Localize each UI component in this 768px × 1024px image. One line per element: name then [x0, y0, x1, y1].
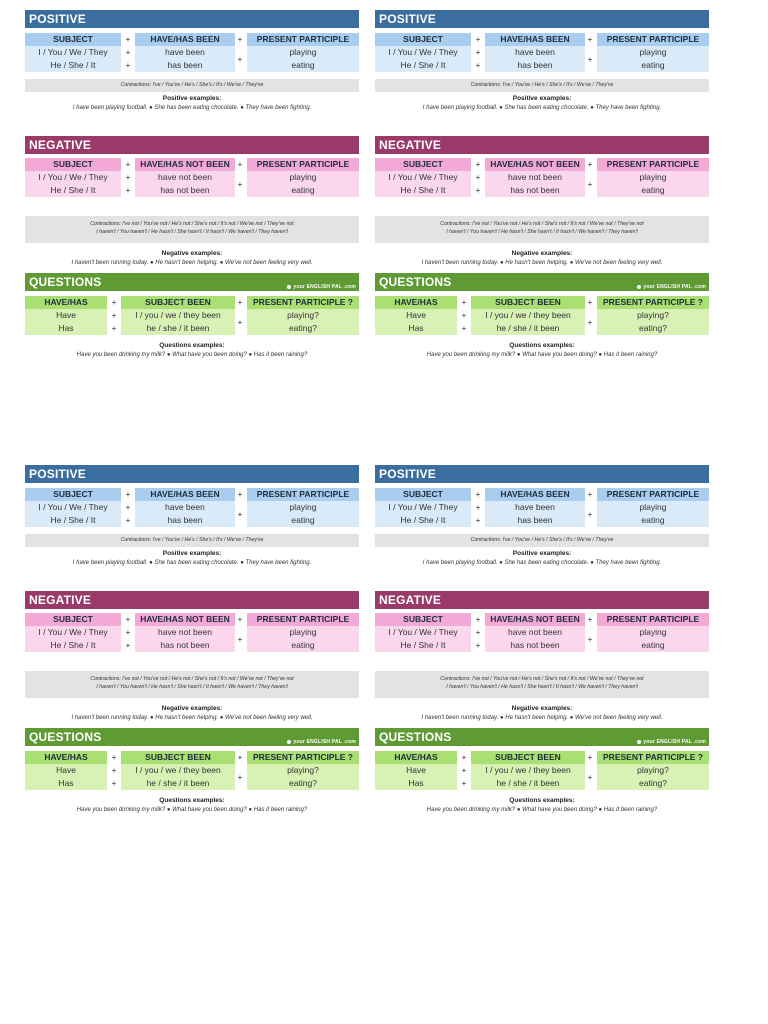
positive-header [25, 10, 359, 28]
table-cell: have been [515, 47, 555, 57]
table-cell: eating [641, 640, 665, 650]
table-cell: Have [56, 310, 76, 320]
table-cell: eating [641, 515, 665, 525]
plus-sign: + [461, 324, 467, 333]
examples-text: Have you been drinking my milk? ● What have you been doing? ● Has it been raining? [76, 807, 308, 813]
table-cell: I / you / we / they been [135, 765, 221, 775]
plus-sign: + [125, 628, 131, 637]
plus-sign: + [475, 490, 481, 499]
plus-sign: + [125, 160, 131, 169]
logo-icon [637, 740, 641, 744]
table-cell: eating? [289, 778, 317, 788]
plus-sign: + [475, 61, 481, 70]
plus-sign: + [475, 48, 481, 57]
plus-sign: + [237, 298, 243, 307]
table-cell: has not been [510, 640, 560, 650]
column-header: HAVE/HAS NOT BEEN [485, 158, 585, 171]
positive-table [25, 33, 359, 73]
negative-title: NEGATIVE [379, 138, 442, 152]
table-cell: He / She / It [50, 640, 96, 650]
table-cell: he / she / it been [146, 323, 210, 333]
contractions-note: Contractions: I've / You've / He's / She's / It's / We've / They've [375, 534, 709, 547]
plus-sign: + [237, 510, 243, 519]
plus-sign: + [475, 160, 481, 169]
table-cell: I / You / We / They [388, 502, 458, 512]
column-header: SUBJECT [25, 33, 121, 46]
plus-sign: + [237, 773, 243, 782]
site-logo: your ENGLISH PAL .com [637, 733, 706, 751]
plus-sign: + [461, 753, 467, 762]
table-cell: I / You / We / They [388, 172, 458, 182]
table-cell: eating? [639, 778, 667, 788]
table-cell: eating? [289, 323, 317, 333]
column-header: PRESENT PARTICIPLE [597, 33, 709, 46]
plus-sign: + [461, 766, 467, 775]
table-cell: I / You / We / They [388, 627, 458, 637]
plus-sign: + [125, 61, 131, 70]
plus-sign: + [237, 615, 243, 624]
examples-title: Negative examples: [161, 250, 223, 257]
positive-table [25, 488, 359, 528]
table-cell: He / She / It [400, 60, 446, 70]
table-cell: playing [289, 502, 317, 512]
table-cell: playing? [287, 310, 319, 320]
examples-title: Positive examples: [162, 95, 222, 102]
table-cell: Has [58, 778, 74, 788]
site-logo: your ENGLISH PAL .com [287, 278, 356, 296]
examples-text: Have you been drinking my milk? ● What have you been doing? ● Has it been raining? [426, 807, 658, 813]
plus-sign: + [475, 615, 481, 624]
negative-section [375, 136, 709, 266]
plus-sign: + [111, 766, 117, 775]
column-header: PRESENT PARTICIPLE ? [247, 751, 359, 764]
positive-header [375, 465, 709, 483]
column-header: SUBJECT [25, 488, 121, 501]
column-header: PRESENT PARTICIPLE [597, 488, 709, 501]
column-header: PRESENT PARTICIPLE [597, 613, 709, 626]
plus-sign: + [125, 35, 131, 44]
plus-sign: + [587, 35, 593, 44]
plus-sign: + [587, 615, 593, 624]
table-cell: Have [56, 765, 76, 775]
questions-header [25, 273, 359, 291]
column-header: HAVE/HAS BEEN [485, 33, 585, 46]
examples-text: Have you been drinking my milk? ● What have you been doing? ● Has it been raining? [76, 352, 308, 358]
examples-title: Negative examples: [511, 705, 573, 712]
plus-sign: + [587, 55, 593, 64]
table-cell: I / you / we / they been [485, 765, 571, 775]
table-cell: I / You / We / They [38, 627, 108, 637]
logo-icon [287, 740, 291, 744]
table-cell: have been [165, 47, 205, 57]
positive-title: POSITIVE [29, 467, 86, 481]
table-cell: he / she / it been [496, 778, 560, 788]
plus-sign: + [237, 55, 243, 64]
plus-sign: + [237, 490, 243, 499]
table-cell: I / You / We / They [38, 47, 108, 57]
column-header: PRESENT PARTICIPLE ? [247, 296, 359, 309]
plus-sign: + [237, 160, 243, 169]
table-cell: playing? [637, 310, 669, 320]
plus-sign: + [237, 753, 243, 762]
column-header: HAVE/HAS BEEN [135, 33, 235, 46]
column-header: PRESENT PARTICIPLE [247, 613, 359, 626]
table-cell: Has [408, 778, 424, 788]
positive-title: POSITIVE [379, 12, 436, 26]
plus-sign: + [125, 186, 131, 195]
table-cell: He / She / It [400, 640, 446, 650]
plus-sign: + [475, 641, 481, 650]
contractions-note: Contractions: I've not / You've not / He's not / She's not / It's not / We've not / They've not I haven't / You haven't / He hasn't / She hasn't / It hasn't / We haven't / They haven't [375, 216, 709, 243]
column-header: PRESENT PARTICIPLE [597, 158, 709, 171]
table-cell: playing [289, 47, 317, 57]
table-cell: has not been [160, 185, 210, 195]
column-header: SUBJECT [375, 613, 471, 626]
table-cell: playing [289, 627, 317, 637]
examples-title: Questions examples: [509, 797, 575, 804]
plus-sign: + [125, 641, 131, 650]
table-cell: He / She / It [50, 60, 96, 70]
table-cell: has not been [160, 640, 210, 650]
logo-icon [287, 285, 291, 289]
plus-sign: + [587, 298, 593, 307]
negative-table [375, 158, 709, 198]
negative-title: NEGATIVE [29, 138, 92, 152]
table-cell: has been [517, 60, 553, 70]
table-cell: He / She / It [50, 515, 96, 525]
plus-sign: + [475, 516, 481, 525]
examples-title: Positive examples: [162, 550, 222, 557]
table-cell: eating [291, 185, 315, 195]
negative-header [25, 591, 359, 609]
plus-sign: + [111, 324, 117, 333]
examples-text: I haven't been running today. ● He hasn't been helping. ● We've not been feeling very well. [421, 260, 663, 266]
examples-text: I have been playing football. ● She has been eating chocolate. ● They have been fighting. [422, 560, 662, 566]
table-cell: eating [641, 60, 665, 70]
examples-text: Have you been drinking my milk? ● What have you been doing? ● Has it been raining? [426, 352, 658, 358]
questions-table [25, 751, 359, 791]
questions-title: QUESTIONS [379, 730, 452, 744]
table-cell: Have [406, 310, 426, 320]
contractions-note: Contractions: I've / You've / He's / She's / It's / We've / They've [375, 79, 709, 92]
examples-title: Questions examples: [159, 797, 225, 804]
table-cell: have not been [158, 172, 212, 182]
plus-sign: + [237, 180, 243, 189]
column-header: SUBJECT [375, 158, 471, 171]
plus-sign: + [125, 48, 131, 57]
examples-title: Negative examples: [511, 250, 573, 257]
column-header: HAVE/HAS BEEN [485, 488, 585, 501]
plus-sign: + [125, 503, 131, 512]
table-cell: Has [58, 323, 74, 333]
negative-table [25, 613, 359, 653]
column-header: PRESENT PARTICIPLE ? [597, 296, 709, 309]
questions-header [375, 273, 709, 291]
plus-sign: + [111, 753, 117, 762]
plus-sign: + [587, 773, 593, 782]
table-cell: He / She / It [50, 185, 96, 195]
plus-sign: + [587, 753, 593, 762]
table-cell: I / You / We / They [388, 47, 458, 57]
table-cell: Have [406, 765, 426, 775]
questions-table [375, 296, 709, 336]
examples-title: Positive examples: [512, 95, 572, 102]
plus-sign: + [587, 490, 593, 499]
column-header: PRESENT PARTICIPLE [247, 158, 359, 171]
plus-sign: + [475, 628, 481, 637]
plus-sign: + [461, 298, 467, 307]
table-cell: have been [165, 502, 205, 512]
negative-section [25, 591, 359, 721]
questions-section [375, 728, 709, 813]
negative-table [25, 158, 359, 198]
column-header: SUBJECT BEEN [471, 751, 585, 764]
examples-text: I have been playing football. ● She has been eating chocolate. ● They have been fighting. [72, 105, 312, 111]
column-header: SUBJECT BEEN [121, 751, 235, 764]
column-header: SUBJECT [375, 488, 471, 501]
column-header: HAVE/HAS BEEN [135, 488, 235, 501]
examples-title: Questions examples: [159, 342, 225, 349]
questions-title: QUESTIONS [379, 275, 452, 289]
plus-sign: + [125, 173, 131, 182]
examples-text: I haven't been running today. ● He hasn't been helping. ● We've not been feeling very well. [71, 715, 313, 721]
positive-section [375, 465, 709, 566]
column-header: PRESENT PARTICIPLE ? [597, 751, 709, 764]
table-cell: Has [408, 323, 424, 333]
positive-header [375, 10, 709, 28]
plus-sign: + [111, 779, 117, 788]
questions-section [25, 728, 359, 813]
logo-icon [637, 285, 641, 289]
table-cell: playing [639, 47, 667, 57]
negative-header [25, 136, 359, 154]
table-cell: has been [167, 515, 203, 525]
site-logo: your ENGLISH PAL .com [637, 278, 706, 296]
questions-table [375, 751, 709, 791]
plus-sign: + [461, 779, 467, 788]
table-cell: eating [291, 515, 315, 525]
table-cell: have been [515, 502, 555, 512]
positive-title: POSITIVE [29, 12, 86, 26]
column-header: SUBJECT [375, 33, 471, 46]
table-cell: playing [639, 502, 667, 512]
questions-title: QUESTIONS [29, 730, 102, 744]
examples-title: Negative examples: [161, 705, 223, 712]
contractions-note: Contractions: I've / You've / He's / She's / It's / We've / They've [25, 534, 359, 547]
positive-header [25, 465, 359, 483]
plus-sign: + [237, 35, 243, 44]
examples-title: Positive examples: [512, 550, 572, 557]
column-header: HAVE/HAS [25, 751, 107, 764]
table-cell: has not been [510, 185, 560, 195]
examples-text: I haven't been running today. ● He hasn't been helping. ● We've not been feeling very well. [421, 715, 663, 721]
plus-sign: + [587, 180, 593, 189]
column-header: SUBJECT BEEN [471, 296, 585, 309]
table-cell: He / She / It [400, 185, 446, 195]
positive-table [375, 33, 709, 73]
negative-section [25, 136, 359, 266]
plus-sign: + [475, 173, 481, 182]
column-header: SUBJECT [25, 158, 121, 171]
examples-title: Questions examples: [509, 342, 575, 349]
examples-text: I have been playing football. ● She has been eating chocolate. ● They have been fighting. [72, 560, 312, 566]
table-cell: I / You / We / They [38, 502, 108, 512]
examples-text: I haven't been running today. ● He hasn't been helping. ● We've not been feeling very well. [71, 260, 313, 266]
table-cell: have not been [508, 172, 562, 182]
column-header: PRESENT PARTICIPLE [247, 488, 359, 501]
column-header: HAVE/HAS NOT BEEN [135, 158, 235, 171]
plus-sign: + [461, 311, 467, 320]
plus-sign: + [475, 503, 481, 512]
contractions-note: Contractions: I've not / You've not / He's not / She's not / It's not / We've not / They've not I haven't / You haven't / He hasn't / She hasn't / It hasn't / We haven't / They haven't [25, 671, 359, 698]
column-header: HAVE/HAS [375, 296, 457, 309]
plus-sign: + [111, 311, 117, 320]
table-cell: playing [289, 172, 317, 182]
positive-section [25, 10, 359, 111]
contractions-note: Contractions: I've not / You've not / He's not / She's not / It's not / We've not / They've not I haven't / You haven't / He hasn't / She hasn't / It hasn't / We haven't / They haven't [25, 216, 359, 243]
negative-title: NEGATIVE [379, 593, 442, 607]
column-header: SUBJECT [25, 613, 121, 626]
positive-title: POSITIVE [379, 467, 436, 481]
plus-sign: + [587, 318, 593, 327]
negative-section [375, 591, 709, 721]
plus-sign: + [475, 186, 481, 195]
plus-sign: + [111, 298, 117, 307]
questions-section [375, 273, 709, 358]
questions-section [25, 273, 359, 358]
plus-sign: + [125, 516, 131, 525]
negative-table [375, 613, 709, 653]
plus-sign: + [587, 510, 593, 519]
positive-section [375, 10, 709, 111]
table-cell: playing? [287, 765, 319, 775]
table-cell: playing? [637, 765, 669, 775]
table-cell: eating [291, 60, 315, 70]
table-cell: he / she / it been [146, 778, 210, 788]
table-cell: He / She / It [400, 515, 446, 525]
positive-table [375, 488, 709, 528]
table-cell: he / she / it been [496, 323, 560, 333]
positive-section [25, 465, 359, 566]
questions-header [375, 728, 709, 746]
contractions-note: Contractions: I've / You've / He's / She's / It's / We've / They've [25, 79, 359, 92]
contractions-note: Contractions: I've not / You've not / He's not / She's not / It's not / We've not / They've not I haven't / You haven't / He hasn't / She hasn't / It hasn't / We haven't / They haven't [375, 671, 709, 698]
column-header: HAVE/HAS [375, 751, 457, 764]
plus-sign: + [237, 635, 243, 644]
table-cell: playing [639, 627, 667, 637]
table-cell: have not been [158, 627, 212, 637]
column-header: HAVE/HAS NOT BEEN [135, 613, 235, 626]
negative-header [375, 136, 709, 154]
table-cell: playing [639, 172, 667, 182]
table-cell: I / You / We / They [38, 172, 108, 182]
site-logo: your ENGLISH PAL .com [287, 733, 356, 751]
plus-sign: + [587, 160, 593, 169]
column-header: HAVE/HAS NOT BEEN [485, 613, 585, 626]
table-cell: has been [517, 515, 553, 525]
column-header: HAVE/HAS [25, 296, 107, 309]
questions-table [25, 296, 359, 336]
column-header: PRESENT PARTICIPLE [247, 33, 359, 46]
plus-sign: + [237, 318, 243, 327]
plus-sign: + [587, 635, 593, 644]
negative-header [375, 591, 709, 609]
plus-sign: + [125, 615, 131, 624]
plus-sign: + [125, 490, 131, 499]
table-cell: eating [291, 640, 315, 650]
plus-sign: + [475, 35, 481, 44]
table-cell: have not been [508, 627, 562, 637]
examples-text: I have been playing football. ● She has been eating chocolate. ● They have been fighting. [422, 105, 662, 111]
questions-header [25, 728, 359, 746]
table-cell: I / you / we / they been [485, 310, 571, 320]
table-cell: has been [167, 60, 203, 70]
table-cell: I / you / we / they been [135, 310, 221, 320]
questions-title: QUESTIONS [29, 275, 102, 289]
table-cell: eating [641, 185, 665, 195]
negative-title: NEGATIVE [29, 593, 92, 607]
table-cell: eating? [639, 323, 667, 333]
column-header: SUBJECT BEEN [121, 296, 235, 309]
